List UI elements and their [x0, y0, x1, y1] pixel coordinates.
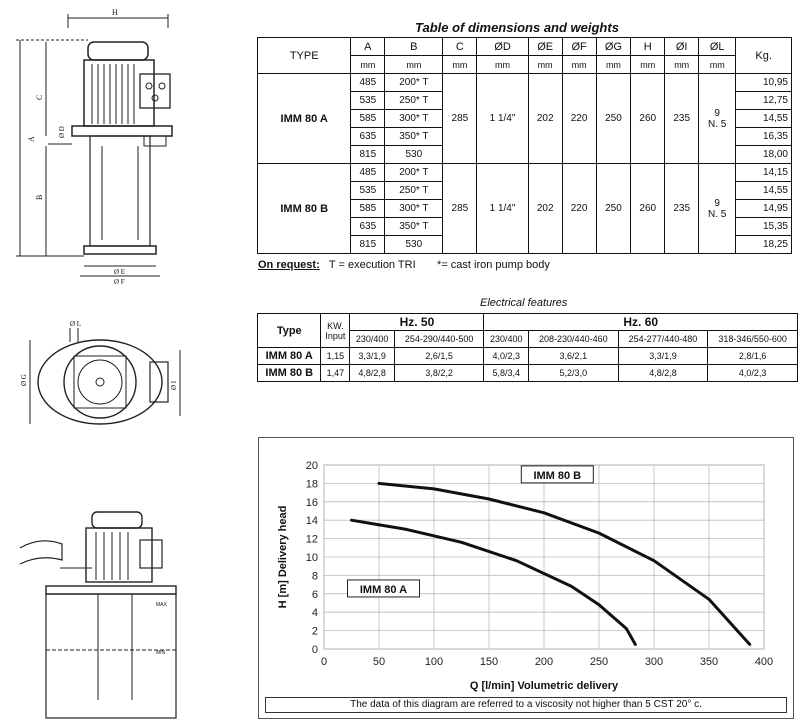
dim-a: 635 — [351, 128, 385, 146]
y-axis-label: H [m] Delivery head — [277, 505, 289, 609]
dim-kg: 14,15 — [736, 164, 792, 182]
pump-tank-drawing — [0, 500, 250, 722]
el-kw: 1,15 — [321, 348, 350, 365]
y-tick-label: 18 — [305, 478, 318, 491]
dim-c: 285 — [443, 74, 477, 164]
electrical-table — [257, 313, 798, 382]
el-value: 3,3/1,9 — [350, 348, 395, 365]
el-voltage: 254-277/440-480 — [618, 331, 708, 348]
x-tick-label: 350 — [699, 656, 719, 668]
dim-label-g: Ø G — [20, 374, 28, 386]
dim-kg: 14,55 — [736, 182, 792, 200]
dim-unit-5: mm — [562, 56, 596, 74]
dim-label-c: C — [35, 94, 44, 100]
dim-b: 200* T — [385, 164, 443, 182]
dim-a: 585 — [351, 200, 385, 218]
el-hz50: Hz. 50 — [350, 314, 484, 331]
el-type: IMM 80 B — [258, 365, 321, 382]
x-tick-label: 300 — [644, 656, 664, 668]
dim-label-b: B — [35, 194, 44, 200]
dim-d: 1 1/4" — [477, 74, 528, 164]
dim-l-value: 9 — [714, 197, 720, 209]
dim-a: 635 — [351, 218, 385, 236]
el-value: 4,8/2,8 — [618, 365, 708, 382]
y-tick-label: 12 — [305, 533, 318, 546]
dimensions-table — [257, 37, 792, 254]
el-voltage: 230/400 — [484, 331, 529, 348]
el-value: 3,3/1,9 — [618, 348, 708, 365]
dim-unit-1: mm — [385, 56, 443, 74]
dim-d: 1 1/4" — [477, 164, 528, 254]
chart-footnote: The data of this diagram are referred to a viscosity not higher than 5 CST 20° c. — [265, 697, 787, 713]
dim-unit-2: mm — [443, 56, 477, 74]
dim-label-h: H — [112, 8, 118, 17]
y-tick-label: 16 — [305, 496, 318, 509]
series-label-1: IMM 80 B — [533, 469, 582, 482]
el-voltage: 230/400 — [350, 331, 395, 348]
dim-i: 235 — [665, 74, 699, 164]
dim-e: 202 — [528, 164, 562, 254]
el-voltage: 208-230/440-460 — [529, 331, 619, 348]
x-tick-label: 0 — [320, 656, 328, 668]
dim-c: 285 — [443, 164, 477, 254]
dim-b: 300* T — [385, 200, 443, 218]
el-value: 2,6/1,5 — [394, 348, 484, 365]
el-type-header: Type — [258, 314, 321, 348]
dim-kg: 14,55 — [736, 110, 792, 128]
dim-unit-3: mm — [477, 56, 528, 74]
dim-b: 530 — [385, 146, 443, 164]
dim-label-d: Ø D — [58, 126, 66, 138]
y-tick-label: 20 — [305, 460, 318, 472]
el-type: IMM 80 A — [258, 348, 321, 365]
dim-l — [699, 74, 736, 164]
el-value: 4,0/2,3 — [484, 348, 529, 365]
dim-header-3: C — [443, 38, 477, 56]
dim-unit-9: mm — [699, 56, 736, 74]
el-kw: 1,47 — [321, 365, 350, 382]
dim-type: IMM 80 B — [258, 164, 351, 254]
dim-unit-4: mm — [528, 56, 562, 74]
dim-b: 250* T — [385, 182, 443, 200]
electrical-title: Electrical features — [480, 297, 568, 309]
dim-label-l: Ø L — [70, 320, 82, 328]
el-value: 4,0/2,3 — [708, 365, 798, 382]
dim-h: 260 — [631, 74, 665, 164]
x-axis-label: Q [l/min] Volumetric delivery — [469, 680, 619, 692]
dim-header-10: ØL — [699, 38, 736, 56]
dim-kg: 10,95 — [736, 74, 792, 92]
dim-kg: 16,35 — [736, 128, 792, 146]
dim-label-a: A — [27, 136, 36, 142]
el-value: 5,2/3,0 — [529, 365, 619, 382]
dim-header-4: ØD — [477, 38, 528, 56]
pump-side-drawing — [0, 0, 250, 300]
dim-a: 585 — [351, 110, 385, 128]
dim-type: IMM 80 A — [258, 74, 351, 164]
dimensions-title: Table of dimensions and weights — [415, 20, 619, 35]
dim-a: 535 — [351, 182, 385, 200]
el-header-row — [258, 314, 798, 331]
dim-unit-8: mm — [665, 56, 699, 74]
pump-top-drawing — [0, 310, 250, 460]
series-label-0: IMM 80 A — [359, 583, 408, 596]
x-tick-label: 100 — [424, 656, 444, 668]
dim-label-e: Ø E — [114, 268, 126, 276]
dim-a: 815 — [351, 146, 385, 164]
y-tick-label: 10 — [305, 552, 318, 564]
el-value: 3,8/2,2 — [394, 365, 484, 382]
dim-b: 300* T — [385, 110, 443, 128]
dim-unit-6: mm — [596, 56, 631, 74]
el-value: 4,8/2,8 — [350, 365, 395, 382]
note-label: On request: — [258, 259, 320, 271]
el-voltage: 254-290/440-500 — [394, 331, 484, 348]
y-tick-label: 0 — [311, 644, 318, 656]
dim-label-i: Ø I — [170, 380, 178, 390]
el-input-label: Input — [325, 330, 346, 341]
dim-unit-0: mm — [351, 56, 385, 74]
dim-f: 220 — [562, 74, 596, 164]
tank-max-label: MAX — [156, 602, 167, 608]
request-note — [258, 259, 550, 271]
dim-a: 485 — [351, 164, 385, 182]
dim-l — [699, 164, 736, 254]
dim-b: 350* T — [385, 218, 443, 236]
dim-b: 530 — [385, 236, 443, 254]
dim-label-f: Ø F — [114, 278, 125, 286]
dim-header-11: Kg. — [736, 38, 792, 74]
y-tick-label: 8 — [311, 570, 318, 583]
x-tick-label: 250 — [589, 656, 609, 668]
dim-b: 250* T — [385, 92, 443, 110]
dim-g: 250 — [596, 164, 631, 254]
performance-chart — [258, 437, 792, 695]
dim-f: 220 — [562, 164, 596, 254]
note-tri: T = execution TRI — [328, 259, 416, 271]
x-tick-label: 150 — [479, 656, 499, 668]
dim-kg: 14,95 — [736, 200, 792, 218]
el-kw-label: KW. — [327, 320, 344, 331]
x-tick-label: 200 — [534, 656, 554, 668]
dim-b: 200* T — [385, 74, 443, 92]
dim-kg: 18,00 — [736, 146, 792, 164]
dim-i: 235 — [665, 164, 699, 254]
dim-l-count: N. 5 — [708, 118, 727, 130]
dim-kg: 15,35 — [736, 218, 792, 236]
dim-header-9: ØI — [665, 38, 699, 56]
dim-header-6: ØF — [562, 38, 596, 56]
dim-header-2: B — [385, 38, 443, 56]
dim-kg: 12,75 — [736, 92, 792, 110]
dim-header-5: ØE — [528, 38, 562, 56]
dim-h: 260 — [631, 164, 665, 254]
dim-header-7: ØG — [596, 38, 631, 56]
dim-unit-7: mm — [631, 56, 665, 74]
dim-b: 350* T — [385, 128, 443, 146]
y-tick-label: 4 — [311, 607, 318, 620]
dim-header-row — [258, 38, 792, 56]
el-row — [258, 348, 798, 365]
y-tick-label: 6 — [311, 588, 318, 601]
dim-a: 485 — [351, 74, 385, 92]
el-row — [258, 365, 798, 382]
dim-e: 202 — [528, 74, 562, 164]
dim-row — [258, 74, 792, 92]
y-tick-label: 2 — [311, 625, 318, 638]
x-tick-label: 50 — [372, 656, 386, 668]
dim-row — [258, 164, 792, 182]
dim-header-0: TYPE — [258, 38, 351, 74]
el-value: 3,6/2,1 — [529, 348, 619, 365]
dim-l-count: N. 5 — [708, 208, 727, 220]
note-cast-iron: *= cast iron pump body — [437, 259, 550, 271]
dim-kg: 18,25 — [736, 236, 792, 254]
dim-a: 815 — [351, 236, 385, 254]
el-voltage: 318-346/550-600 — [708, 331, 798, 348]
el-value: 2,8/1,6 — [708, 348, 798, 365]
el-value: 5,8/3,4 — [484, 365, 529, 382]
dim-header-8: H — [631, 38, 665, 56]
dim-l-value: 9 — [714, 107, 720, 119]
el-kw-header — [321, 314, 350, 348]
dim-g: 250 — [596, 74, 631, 164]
el-hz60: Hz. 60 — [484, 314, 798, 331]
y-tick-label: 14 — [305, 515, 318, 528]
tank-min-label: MIN — [156, 650, 166, 656]
dim-header-1: A — [351, 38, 385, 56]
dim-a: 535 — [351, 92, 385, 110]
x-tick-label: 400 — [754, 656, 774, 668]
